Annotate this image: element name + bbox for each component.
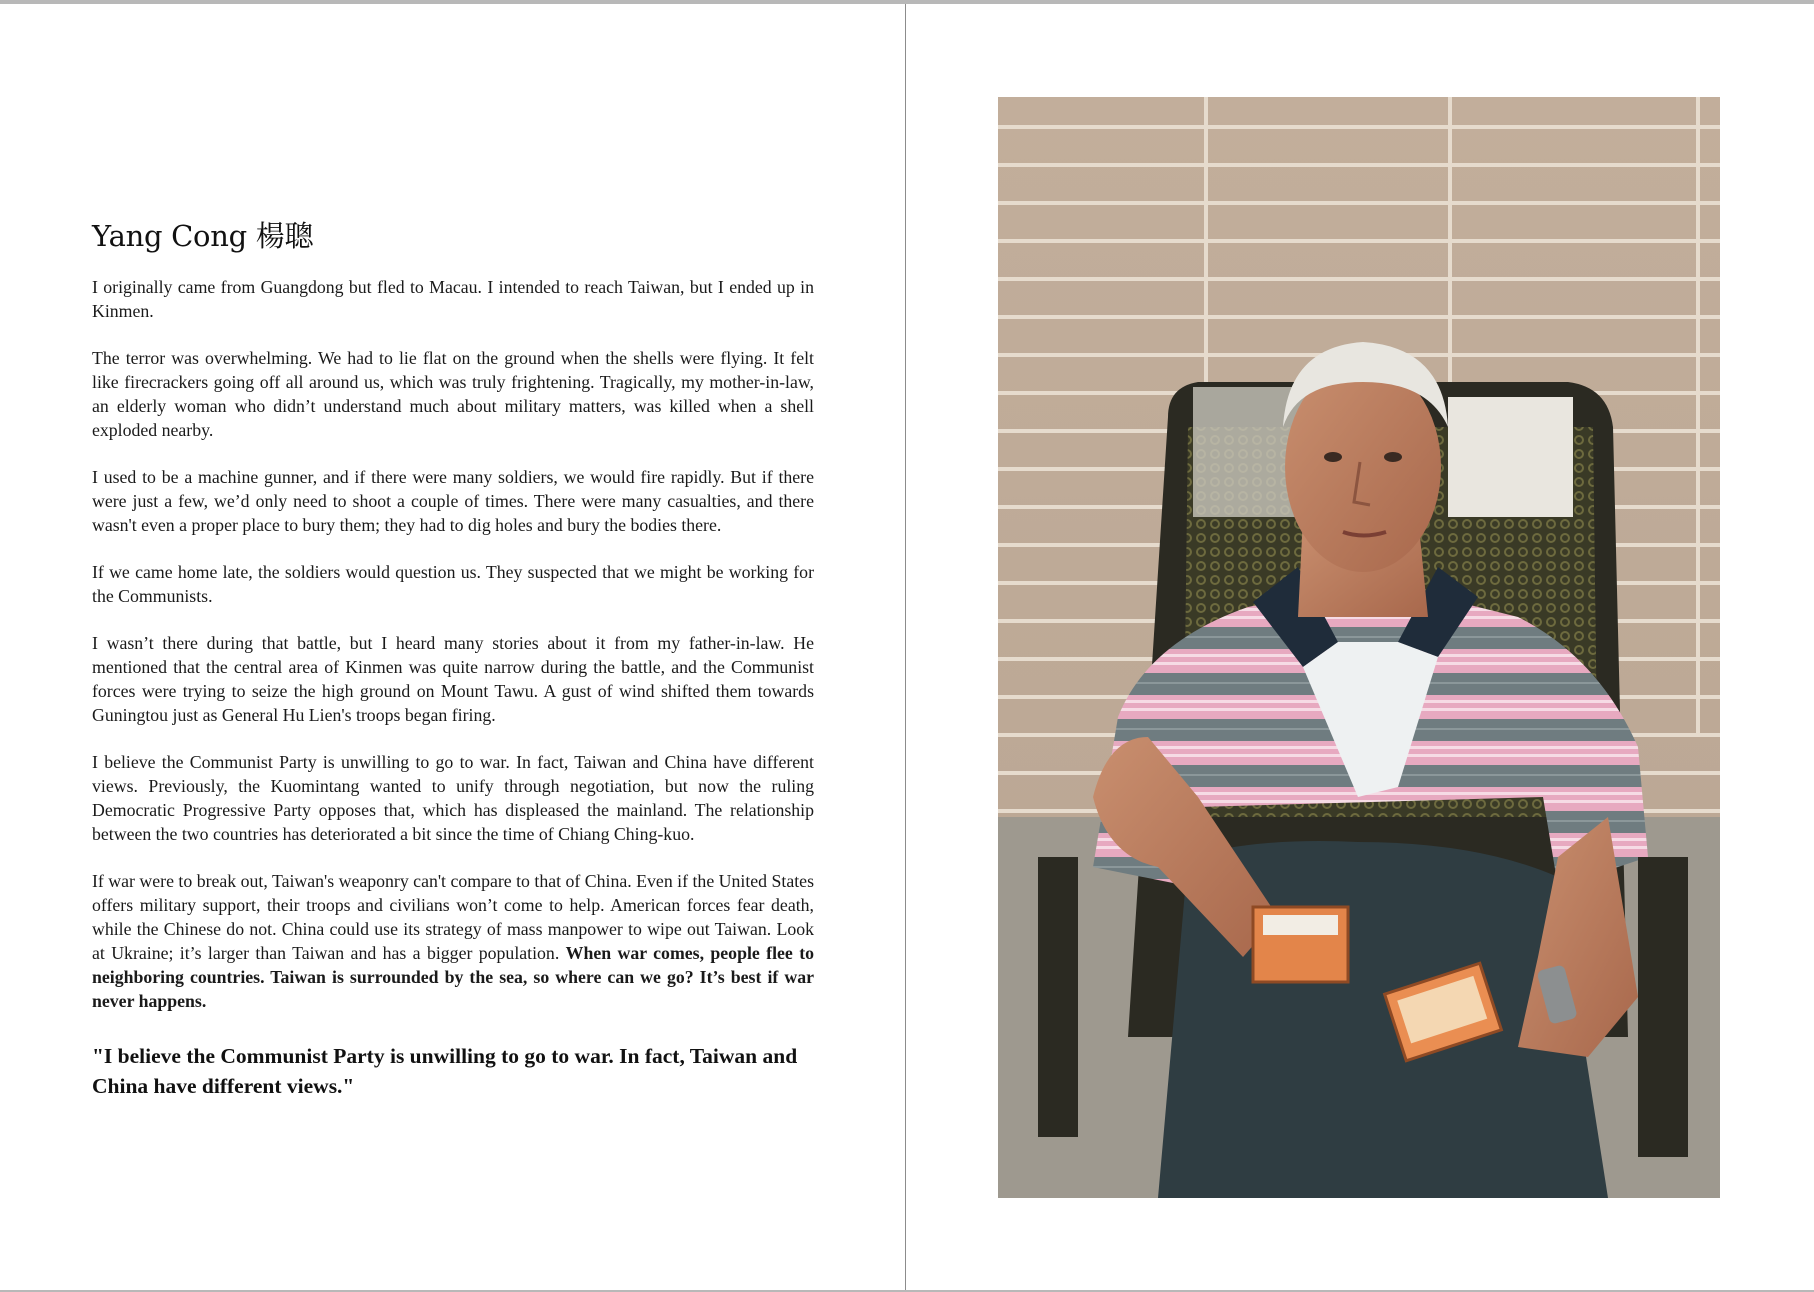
right-eye [1384,452,1402,462]
left-page [0,4,905,1290]
chair-arm-left [1038,857,1078,1137]
paragraph-1: I originally came from Guangdong but fled to Macau. I intended to reach Taiwan, but I ended up in Kinmen. [92,277,814,321]
paragraph-2: The terror was overwhelming. We had to lie flat on the ground when the shells were flying. It felt like firecrackers going off all around us, which was truly frightening. Tragically, my mother-in-law, an elderly woman who didn’t understand much about military matters, was killed when a shell exploded nearby. [92,348,814,440]
pull-quote: "I believe the Communist Party is unwilling to go to war. In fact, Taiwan and China have different views." [92,1044,798,1098]
paragraph-3: I used to be a machine gunner, and if there were many soldiers, we would fire rapidly. But if there were just a few, we’d only need to shoot a couple of times. There were many casualties, and there wasn't even a proper place to bury them; they had to dig holes and bury the bodies there. [92,467,814,535]
chair-cushion-right [1448,397,1573,517]
right-page [906,4,1814,1290]
left-eye [1324,452,1342,462]
portrait-illustration [998,97,1720,1198]
paragraph-7-bold: When war comes, people flee to neighboring countries. Taiwan is surrounded by the sea, so where can we go? It’s best if war never happens. [92,943,815,1011]
profile-title: Yang Cong 楊聰 [92,219,314,253]
chair-arm-right [1638,857,1688,1157]
paragraph-7 [92,869,814,1013]
paragraph-5: I wasn’t there during that battle, but I heard many stories about it from my father-in-law. He mentioned that the central area of Kinmen was quite narrow during the battle, and the Communist forces were trying to seize the high ground on Mount Tawu. A gust of wind shifted them towards Guningtou just as General Hu Lien's troops began firing. [92,633,814,725]
article-text-column [92,214,814,1101]
paragraph-7-regular: If war were to break out, Taiwan's weaponry can't compare to that of China. Even if the United States offers military support, their troops and civilians won’t come to help. American forces fear death, while the Chinese do not. China could use its strategy of mass manpower to wipe out Taiwan. Look at Ukraine; it’s larger than Taiwan and has a bigger population. [92,871,814,963]
paragraph-4: If we came home late, the soldiers would question us. They suspected that we might be working for the Communists. [92,562,814,606]
paragraph-6: I believe the Communist Party is unwilling to go to war. In fact, Taiwan and China have different views. Previously, the Kuomintang wanted to unify through negotiation, but now the ruling Democratic Progressive Party opposes that, which has displeased the mainland. The relationship between the two countries has deteriorated a bit since the time of Chiang Ching-kuo. [92,752,814,844]
portrait-photo [998,97,1720,1198]
box-left-label [1263,915,1338,935]
